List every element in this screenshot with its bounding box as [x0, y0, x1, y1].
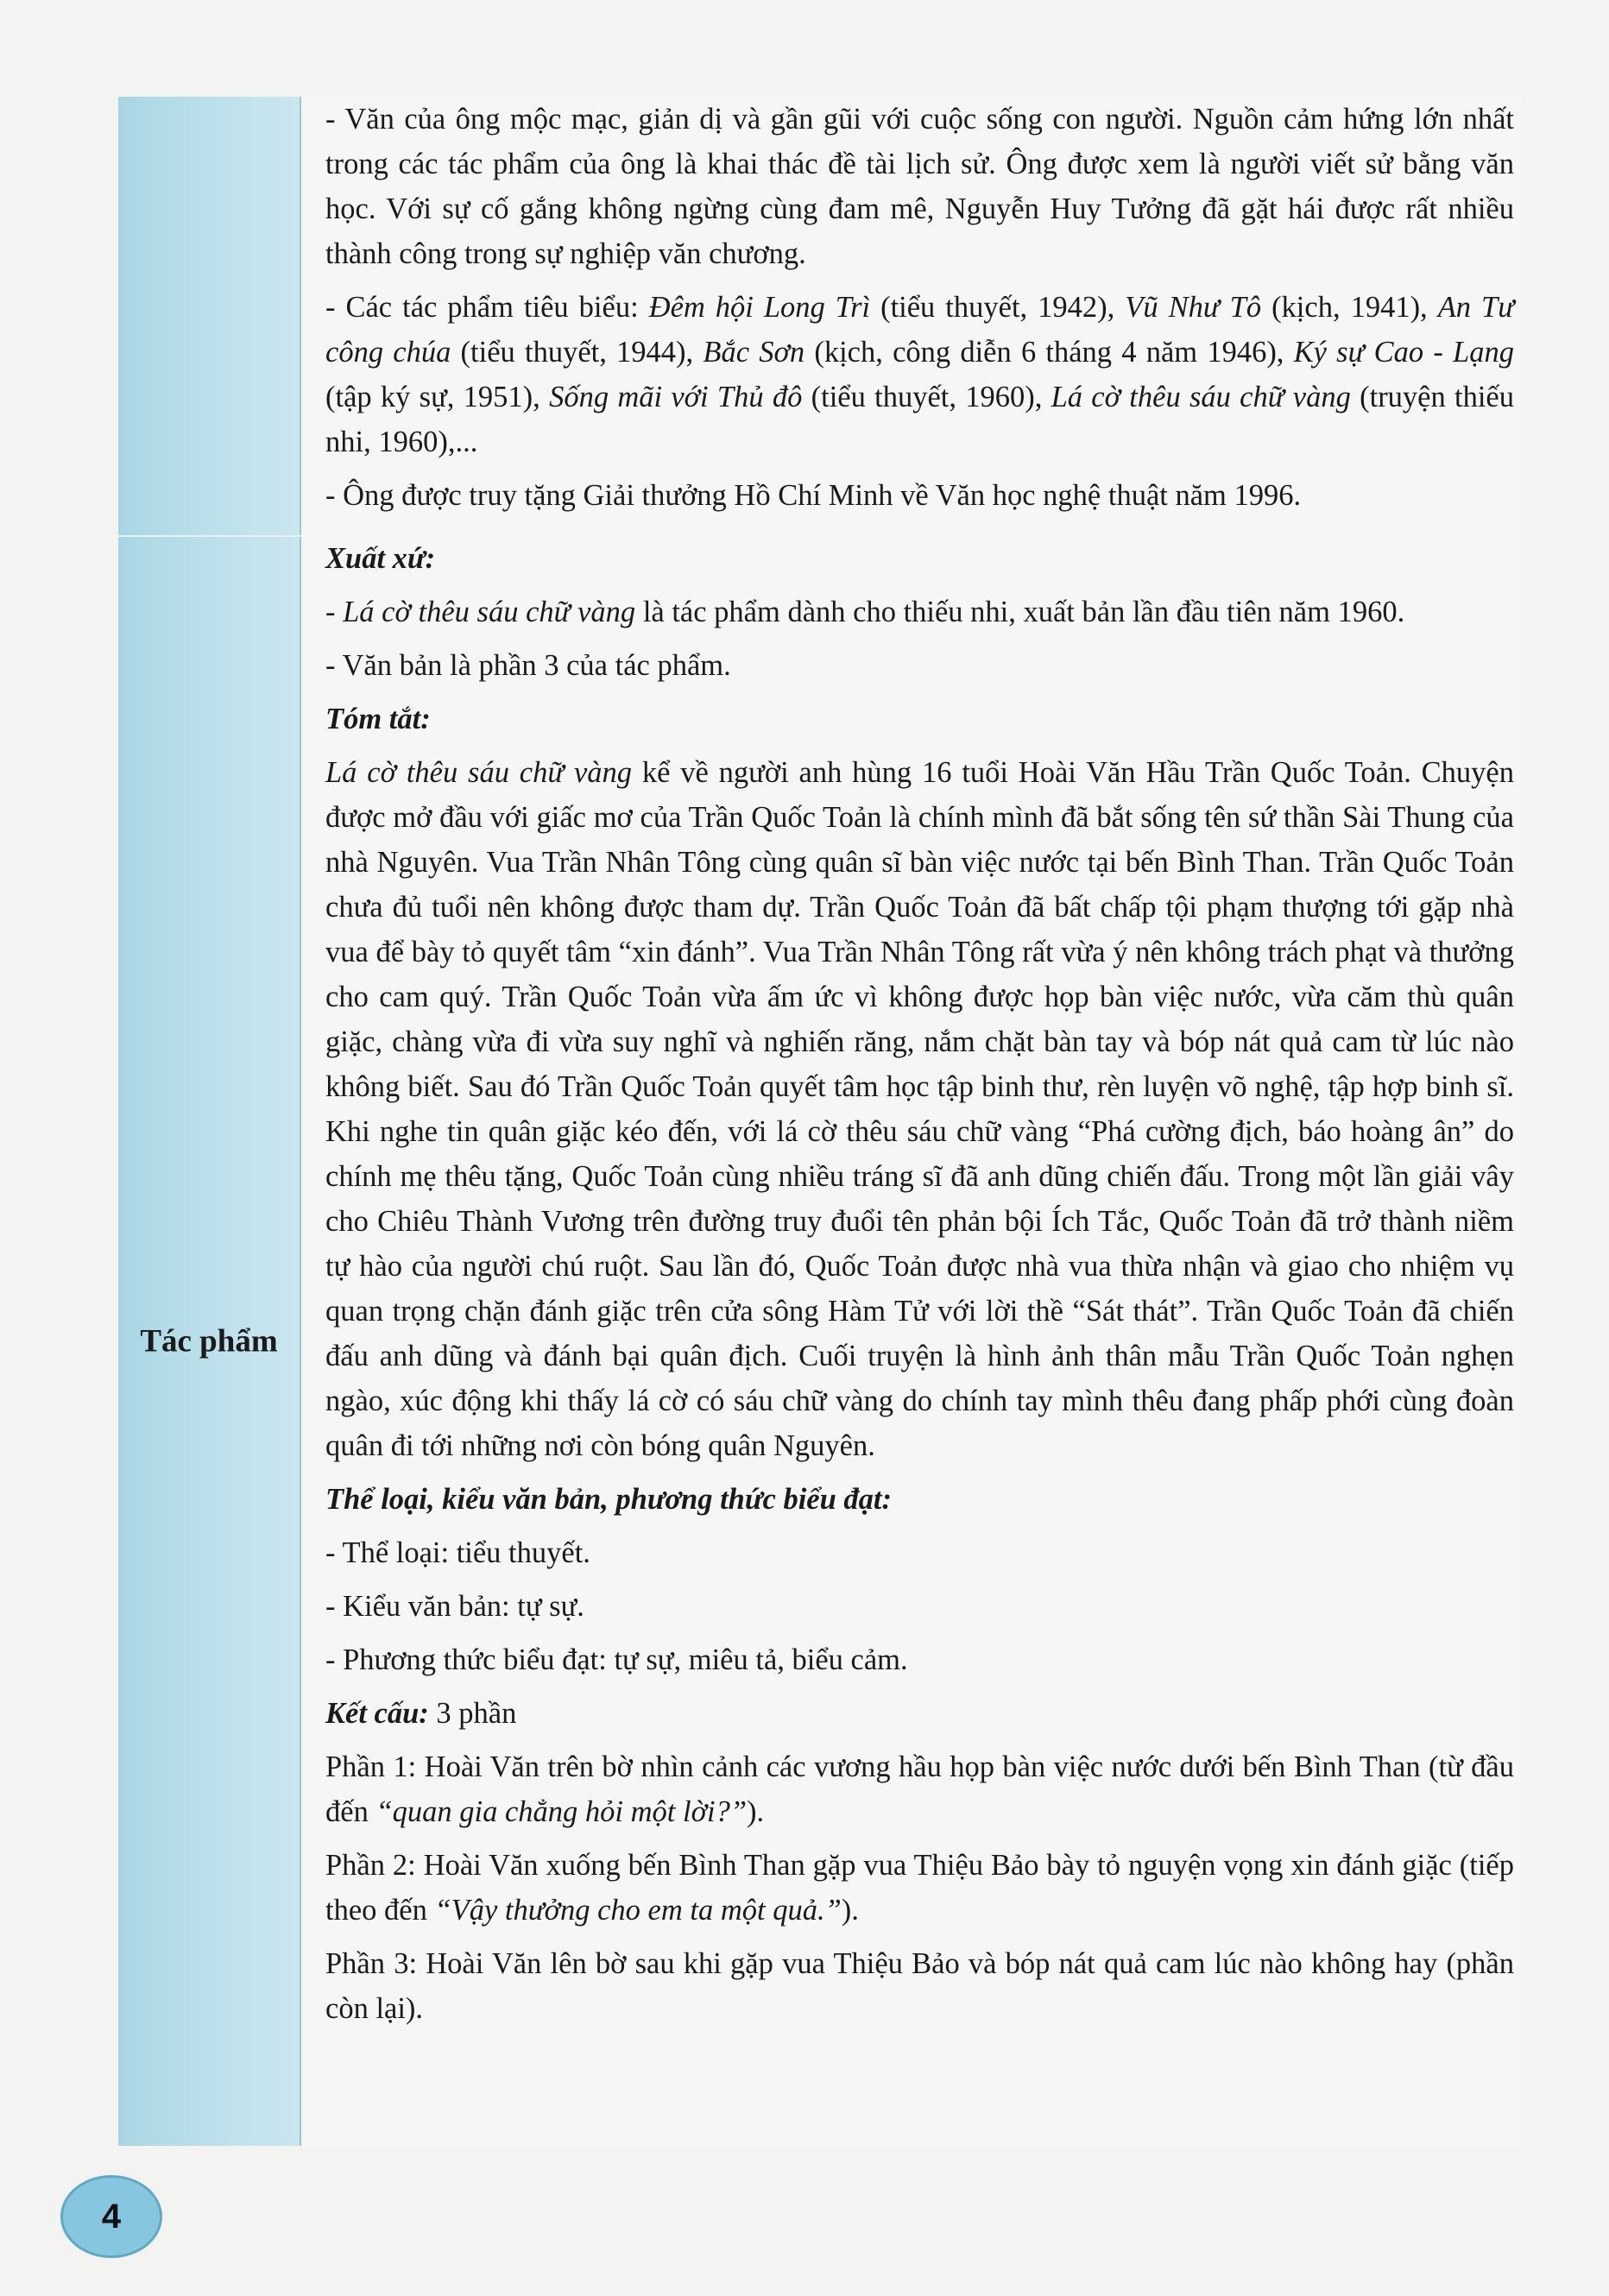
author-row	[118, 97, 1521, 536]
part-3-line: Phần 3: Hoài Văn lên bờ sau khi gặp vua Thiệu Bảo và bóp nát quả cam lúc nào không hay (phần còn lại).	[325, 1947, 1514, 2025]
author-works-paragraph: - Các tác phẩm tiêu biểu: Đêm hội Long Trì (tiểu thuyết, 1942), Vũ Như Tô (kịch, 1941), An Tư công chúa (tiểu thuyết, 1944), Bắc Sơn (kịch, công diễn 6 tháng 4 năm 1946), Ký sự Cao - Lạng (tập ký sự, 1951), Sống mãi với Thủ đô (tiểu thuyết, 1960), Lá cờ thêu sáu chữ vàng (truyện thiếu nhi, 1960),...	[325, 291, 1515, 458]
genre-heading: Thể loại, kiểu văn bản, phương thức biểu đạt:	[325, 1483, 892, 1516]
content-table	[118, 97, 1521, 2146]
summary-heading: Tóm tắt:	[325, 703, 431, 735]
summary-paragraph: Lá cờ thêu sáu chữ vàng kể về người anh hùng 16 tuổi Hoài Văn Hầu Trần Quốc Toản. Chuyện được mở đầu với giấc mơ của Trần Quốc Toản là chính mình đã bắt sống tên sứ thần Sài Thung của nhà Nguyên. Vua Trần Nhân Tông cùng quân sĩ bàn việc nước tại bến Bình Than. Trần Quốc Toản chưa đủ tuổi nên không được tham dự. Trần Quốc Toản đã bất chấp tội phạm thượng tới gặp nhà vua để bày tỏ quyết tâm “xin đánh”. Vua Trần Nhân Tông rất vừa ý nên không trách phạt và thưởng cho cam quý. Trần Quốc Toản vừa ấm ức vì không được họp bàn việc nước, vừa căm thù quân giặc, chàng vừa đi vừa suy nghĩ và nghiến răng, nắm chặt bàn tay và bóp nát quả cam từ lúc nào không biết. Sau đó Trần Quốc Toản quyết tâm học tập binh thư, rèn luyện võ nghệ, tập hợp binh sĩ. Khi nghe tin quân giặc kéo đến, với lá cờ thêu sáu chữ vàng “Phá cường địch, báo hoàng ân” do chính mẹ thêu tặng, Quốc Toản cùng nhiều tráng sĩ đã anh dũng chiến đấu. Trong một lần giải vây cho Chiêu Thành Vương trên đường truy đuổi tên phản bội Ích Tắc, Quốc Toản đã trở thành niềm tự hào của người chú ruột. Sau lần đó, Quốc Toản được nhà vua thừa nhận và giao cho nhiệm vụ quan trọng chặn đánh giặc trên cửa sông Hàm Tử với lời thề “Sát thát”. Trần Quốc Toản đã chiến đấu anh dũng và đánh bại quân địch. Cuối truyện là hình ảnh thân mẫu Trần Quốc Toản nghẹn ngào, xúc động khi thấy lá cờ có sáu chữ vàng do chính tay mình thêu đang phấp phới cùng đoàn quân đi tới những nơi còn bóng quân Nguyên.	[325, 756, 1514, 1462]
author-award-paragraph: - Ông được truy tặng Giải thưởng Hồ Chí Minh về Văn học nghệ thuật năm 1996.	[325, 479, 1302, 512]
origin-line-1: - Lá cờ thêu sáu chữ vàng là tác phẩm dành cho thiếu nhi, xuất bản lần đầu tiên năm 1960.	[325, 596, 1405, 628]
author-style-paragraph: - Văn của ông mộc mạc, giản dị và gần gũi với cuộc sống con người. Nguồn cảm hứng lớn nhất trong các tác phẩm của ông là khai thác đề tài lịch sử. Ông được xem là người viết sử bằng văn học. Với sự cố gắng không ngừng cùng đam mê, Nguyễn Huy Tưởng đã gặt hái được rất nhiều thành công trong sự nghiệp văn chương.	[325, 103, 1514, 270]
part-1-line: Phần 1: Hoài Văn trên bờ nhìn cảnh các vương hầu họp bàn việc nước dưới bến Bình Than (từ đầu đến “quan gia chẳng hỏi một lời?”).	[325, 1750, 1514, 1828]
page-number-badge: 4	[60, 2175, 162, 2258]
origin-heading: Xuất xứ:	[325, 542, 436, 575]
author-side-panel	[118, 97, 300, 536]
genre-line-2: - Kiểu văn bản: tự sự.	[325, 1590, 584, 1623]
genre-line-3: - Phương thức biểu đạt: tự sự, miêu tả, biểu cảm.	[325, 1643, 908, 1676]
work-row	[118, 536, 1521, 2146]
origin-line-2: - Văn bản là phần 3 của tác phẩm.	[325, 649, 731, 682]
structure-line: Kết cấu: 3 phần	[325, 1697, 517, 1730]
author-content	[300, 97, 1521, 536]
genre-line-1: - Thể loại: tiểu thuyết.	[325, 1536, 590, 1569]
work-label: Tác phẩm	[140, 1323, 278, 1359]
part-2-line: Phần 2: Hoài Văn xuống bến Bình Than gặp vua Thiệu Bảo bày tỏ nguyện vọng xin đánh giặc (tiếp theo đến “Vậy thưởng cho em ta một quả.”).	[325, 1849, 1514, 1927]
work-side-panel	[118, 536, 300, 2146]
work-content	[300, 536, 1521, 2146]
